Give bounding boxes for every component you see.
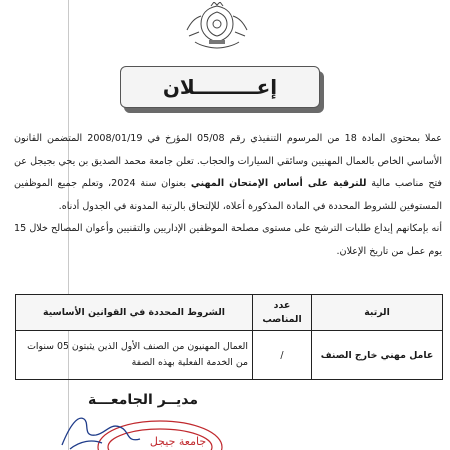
header-count: عدد المناصب — [253, 295, 312, 331]
header-conditions: الشروط المحددة في القوانين الأساسية — [16, 295, 253, 331]
announcement-body — [14, 128, 442, 263]
stamp-text: جامعة جيجل — [149, 435, 207, 448]
announcement-title-box — [120, 66, 320, 108]
header-rank: الرتبة — [312, 295, 443, 331]
table-header-row — [16, 295, 443, 331]
signature-title: مديــر الجامعـــة — [88, 392, 198, 408]
cell-rank: عامل مهني خارج الصنف — [312, 331, 443, 380]
body-p1-end: بعنوان سنة 2024، وتعلم جميع الموظفين المستوفين للشروط المحددة في المادة المذكورة أعلاه، للإلتحاق بالرتبة المدونة في الجدول أدناه. — [14, 178, 442, 212]
official-stamp-signature — [40, 405, 230, 450]
cell-conditions: العمال المهنيون من الصنف الأول الذين يثبتون 05 سنوات من الخدمة الفعلية بهذه الصفة — [16, 331, 253, 380]
coat-of-arms-emblem — [181, 2, 253, 50]
body-p1-start: عملا بمحتوى المادة 18 من المرسوم التنفيذي رقم 05/08 المؤرخ في 2008/01/19 المتضمن القانون الأساسي الخاص بالعمال المهنيين وسائقي السيارات والحجاب. تعلن جامعة محمد الصديق بن يحي بجيجل عن فتح مناصب مالية — [14, 133, 443, 189]
cell-count: / — [253, 331, 312, 380]
announcement-title: إعـــــــــلان — [162, 75, 278, 99]
body-paragraph-1 — [14, 128, 442, 218]
positions-table — [15, 294, 443, 380]
table-row — [16, 331, 443, 380]
body-p1-bold: للترقية على أساس الإمتحان المهني — [190, 178, 367, 189]
body-paragraph-2: أنه بإمكانهم إيداع طلبات الترشح على مستوى مصلحة الموظفين الإداريين والتقنيين وأعوان المصالح خلال 15 يوم عمل من تاريخ الإعلان. — [14, 223, 442, 257]
